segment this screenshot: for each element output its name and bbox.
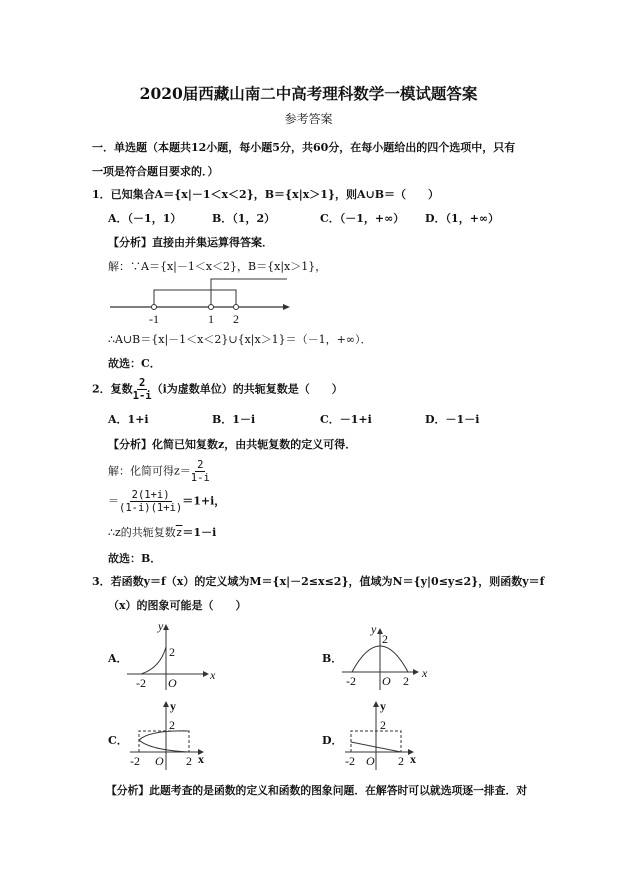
q1-stem: 1．已知集合A＝{x|－1＜x＜2}，B＝{x|x＞1}，则A∪B＝（ ）	[92, 188, 440, 201]
tick-label: -2	[136, 676, 146, 690]
tick-label: -2	[345, 754, 355, 768]
q2-solution-prefix: 解：化简可得z＝	[108, 464, 191, 478]
section-heading-line2: 一项是符合题目要求的．）	[92, 165, 219, 178]
page-subtitle: 参考答案	[284, 112, 333, 126]
equals: ＝	[108, 494, 119, 508]
numerator: 2	[197, 459, 204, 471]
axis-label-y: y	[158, 619, 164, 633]
q1-choose: 故选：C．	[108, 357, 161, 370]
tick-label: 2	[403, 674, 409, 688]
q2-stem-suffix: （i为虚数单位）的共轭复数是（ ）	[151, 382, 343, 396]
conj-prefix: ∴z的共轭复数	[108, 526, 176, 539]
conj-z: $\overline{z}$	[175, 526, 183, 539]
q1-option-d: D．（1，+∞）	[425, 212, 500, 225]
tick-label: 2	[398, 754, 404, 768]
tick-label: -1	[149, 312, 159, 326]
q2-stem-prefix: 2．复数	[92, 382, 133, 396]
q3-stem: 3．若函数y＝f（x）的定义域为M＝{x|－2≤x≤2}，值域为N＝{y|0≤y≤2}，则函数y＝f	[92, 575, 545, 588]
denominator: 1-i	[190, 472, 210, 484]
q1-analysis: 【分析】直接由并集运算得答案．	[108, 236, 273, 249]
tick-label: 2	[380, 718, 386, 732]
q1-therefore: ∴A∪B＝{x|－1＜x＜2}∪{x|x＞1}＝（－1，+∞）．	[108, 333, 372, 346]
axis-label-y: y	[170, 699, 176, 713]
section-heading-line1: 一．单选题（本题共12小题，每小题5分，共60分，在每小题给出的四个选项中，只有	[92, 141, 516, 154]
origin-label: O	[168, 676, 177, 690]
axis-label-y: y	[380, 699, 386, 713]
graph-label-a: A．	[108, 652, 128, 665]
q3-analysis: 【分析】此题考查的是函数的定义和函数的图象问题．在解答时可以就选项逐一排查．对	[106, 784, 528, 797]
denominator: 1-i	[132, 390, 152, 402]
tick-label: 2	[186, 754, 192, 768]
axis-label-x: x	[410, 752, 416, 766]
numerator: 2(1+i)	[131, 489, 170, 501]
page-title: 2020届西藏山南二中高考理科数学一模试题答案	[139, 84, 478, 103]
graph-label-c: C．	[108, 734, 128, 747]
q2-option-c: C．－1+i	[320, 413, 372, 426]
graph-label-b: B．	[322, 652, 343, 665]
q1-option-b: B．（1，2）	[212, 212, 276, 225]
tick-label: 2	[169, 718, 175, 732]
axis-label-y: y	[371, 622, 377, 636]
tick-label: 1	[208, 312, 214, 326]
origin-label: O	[382, 674, 391, 688]
q2-option-a: A．1+i	[108, 413, 149, 426]
numerator: 2	[138, 377, 146, 389]
conj-result: ＝1－i	[182, 526, 217, 539]
q3-stem2: （x）的图象可能是（ ）	[108, 599, 247, 612]
tick-label: 2	[169, 645, 175, 659]
q1-option-c: C．（－1，+∞）	[320, 212, 405, 225]
step-result: ＝1+i，	[182, 494, 226, 508]
axis-label-x: x	[210, 668, 216, 682]
tick-label: -2	[130, 754, 140, 768]
axis-label-x: x	[198, 752, 204, 766]
tick-label: 2	[233, 312, 239, 326]
tick-label: 2	[382, 632, 388, 646]
q2-analysis: 【分析】化简已知复数z，由共轭复数的定义可得．	[108, 438, 357, 451]
q1-solution: 解：∵A＝{x|－1＜x＜2}，B＝{x|x＞1}，	[108, 260, 327, 273]
q2-option-b: B．1－i	[212, 413, 256, 426]
axis-label-x: x	[422, 666, 428, 680]
origin-label: O	[366, 754, 375, 768]
q2-choose: 故选：B．	[108, 552, 162, 565]
denominator: (1-i)(1+i)	[119, 502, 183, 514]
tick-label: -2	[346, 674, 356, 688]
q2-option-d: D．－1－i	[425, 413, 480, 426]
q1-option-a: A．（－1，1）	[108, 212, 182, 225]
origin-label: O	[155, 754, 164, 768]
graph-label-d: D．	[322, 734, 343, 747]
